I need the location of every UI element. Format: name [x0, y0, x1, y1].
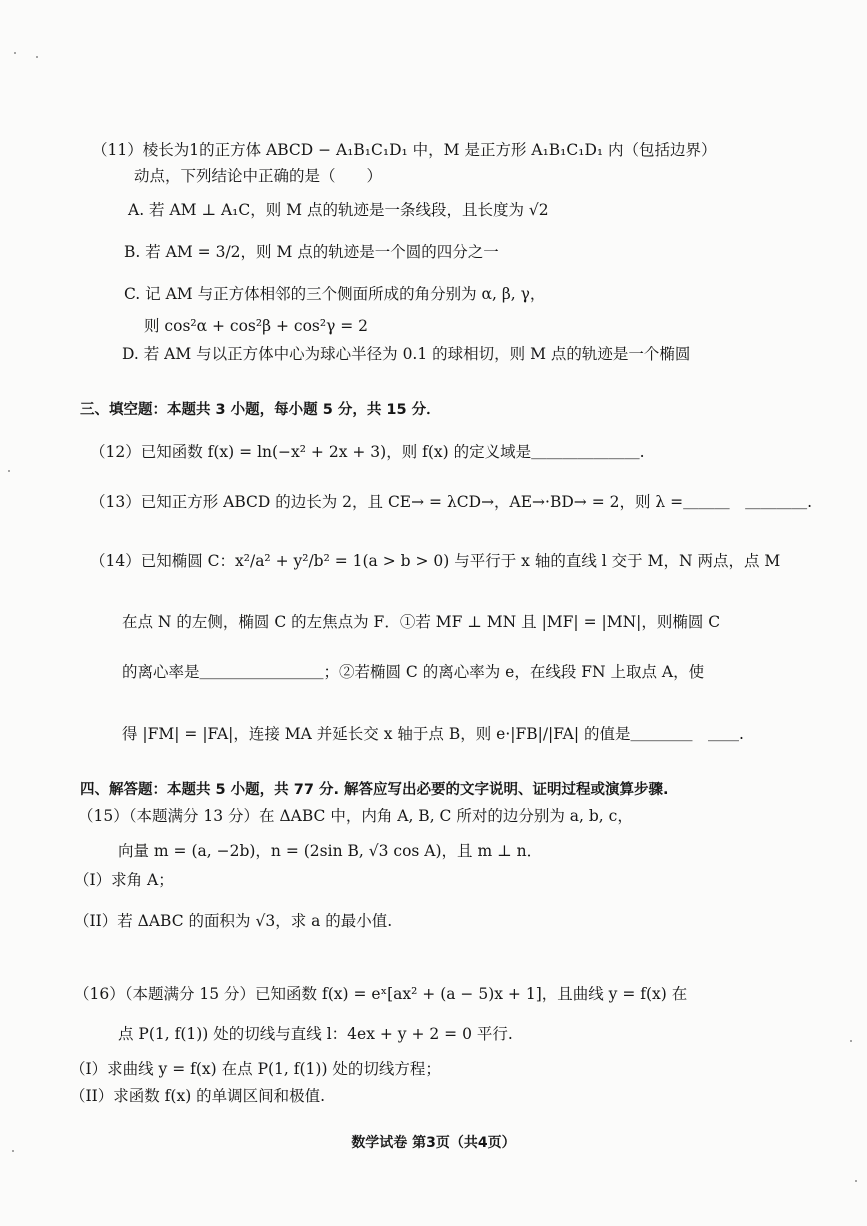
- scan-speck: [36, 56, 38, 58]
- q14-line-2: 在点 N 的左侧，椭圆 C 的左焦点为 F．①若 MF ⊥ MN 且 |MF| = |MN|，则椭圆 C: [122, 613, 721, 631]
- q15-part-2: （II）若 ΔABC 的面积为 √3，求 a 的最小值.: [74, 912, 393, 930]
- q11-option-c-line-2: 则 cos²α + cos²β + cos²γ = 2: [144, 317, 369, 335]
- section-4-heading: 四、解答题：本题共 5 小题，共 77 分. 解答应写出必要的文字说明、证明过程或演算步骤.: [80, 782, 669, 798]
- q11-option-c-line-1: C. 记 AM 与正方体相邻的三个侧面所成的角分别为 α, β, γ，: [124, 285, 546, 303]
- q14-line-1: （14）已知椭圆 C：x²/a² + y²/b² = 1(a > b > 0) 与平行于 x 轴的直线 l 交于 M，N 两点，点 M: [90, 552, 781, 570]
- q11-option-b: B. 若 AM = 3/2，则 M 点的轨迹是一个圆的四分之一: [124, 243, 499, 261]
- scan-speck: [855, 1180, 857, 1182]
- scan-speck: [8, 470, 10, 472]
- q15-part-1: （I）求角 A；: [74, 871, 174, 889]
- q14-line-3: 的离心率是＿＿＿＿＿＿＿＿；②若椭圆 C 的离心率为 e，在线段 FN 上取点 A，使: [122, 663, 705, 681]
- q15-line-2: 向量 m = (a, −2b)，n = (2sin B, √3 cos A)，且 m ⊥ n．: [118, 842, 543, 860]
- scan-speck: [12, 1150, 14, 1152]
- q11-stem-line-2: 动点，下列结论中正确的是（ ）: [134, 167, 383, 185]
- scan-speck: [850, 1040, 852, 1042]
- q16-part-1: （I）求曲线 y = f(x) 在点 P(1, f(1)) 处的切线方程；: [70, 1060, 441, 1078]
- page-footer: 数学试卷 第3页（共4页）: [351, 1135, 516, 1151]
- q11-option-d: D. 若 AM 与以正方体中心为球心半径为 0.1 的球相切，则 M 点的轨迹是一个椭圆: [122, 345, 691, 363]
- q14-line-4: 得 |FM| = |FA|，连接 MA 并延长交 x 轴于点 B，则 e·|FB|/|FA| 的值是＿＿＿＿ ＿＿.: [122, 725, 744, 743]
- question-12: （12）已知函数 f(x) = ln(−x² + 2x + 3)，则 f(x) 的定义域是＿＿＿＿＿＿＿.: [90, 443, 645, 461]
- q16-line-1: （16）（本题满分 15 分）已知函数 f(x) = eˣ[ax² + (a − 5)x + 1]，且曲线 y = f(x) 在: [74, 985, 688, 1003]
- q11-stem-line-1: （11）棱长为1的正方体 ABCD − A₁B₁C₁D₁ 中，M 是正方形 A₁B₁C₁D₁ 内（包括边界）: [92, 141, 717, 159]
- scan-speck: [14, 52, 16, 54]
- q11-option-a: A. 若 AM ⊥ A₁C，则 M 点的轨迹是一条线段，且长度为 √2: [128, 201, 549, 219]
- question-13: （13）已知正方形 ABCD 的边长为 2，且 CE→ = λCD→，AE→·BD→ = 2，则 λ =＿＿＿ ＿＿＿＿.: [90, 493, 813, 511]
- q16-line-2: 点 P(1, f(1)) 处的切线与直线 l：4ex + y + 2 = 0 平行.: [118, 1025, 513, 1043]
- q15-line-1: （15）（本题满分 13 分）在 ΔABC 中，内角 A, B, C 所对的边分别为 a, b, c，: [78, 807, 633, 825]
- section-3-heading: 三、填空题：本题共 3 小题，每小题 5 分，共 15 分．: [80, 402, 441, 418]
- q16-part-2: （II）求函数 f(x) 的单调区间和极值.: [70, 1087, 326, 1105]
